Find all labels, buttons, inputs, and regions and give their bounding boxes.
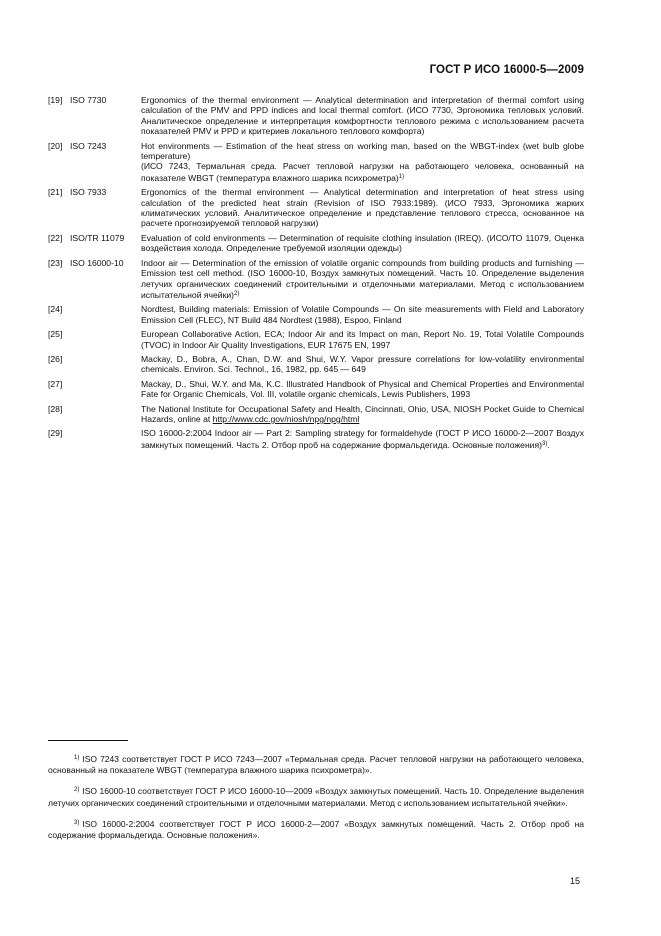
entry-body [141, 258, 584, 301]
entry-text: Nordtest, Building materials: Emission of Volatile Compounds — On site measurements with Field and Laboratory Emission Cell (FLEC), NT Build 484 Nordtest (1988), Espoo, Finland [141, 304, 584, 325]
bibliography-entry-23 [48, 258, 584, 301]
footnote-2 [48, 785, 584, 809]
entry-standard-code [70, 379, 141, 400]
bibliography-entry-19 [48, 95, 584, 137]
entry-standard-code: ISO 16000-10 [70, 257, 124, 268]
footnote-1 [48, 753, 584, 777]
entry-number: [26] [48, 353, 63, 364]
page-number: 15 [570, 876, 581, 886]
entry-number: [27] [48, 378, 63, 389]
entry-body [141, 233, 584, 254]
entry-body [141, 95, 584, 137]
entry-text: Mackay, D., Shui, W.Y. and Ma, K.C. Illustrated Handbook of Physical and Chemical Properties and Environmental Fate for Organic Chemicals, Vol. III, volatile organic chemicals, Lewis Publishers, 1993 [141, 378, 584, 400]
entry-number: [22] [48, 232, 63, 243]
entry-standard-code: ISO/TR 11079 [70, 232, 125, 243]
bibliography-list [48, 95, 584, 454]
entry-body [141, 304, 584, 325]
entry-standard-code: ISO 7730 [70, 95, 107, 105]
entry-number: [21] [48, 187, 63, 198]
entry-title-ru: (ИСО 7730, Эргономика тепловых условий. Аналитическое определение и интерпретация комфортности теплового режима с использованием расчета показателей PMV и PPD и критериев локального теплового комфорта) [141, 105, 584, 137]
entry-title-en: Ergonomics of the thermal environment — Analytical determination and interpretation of heat stress using calculation of the predicted heat strain (Revision of ISO 7933:1989). [141, 187, 584, 208]
entry-title-en: Ergonomics of the thermal environment — Analytical determination and interpretation of thermal comfort using calculation of the PMV and PPD indices and local thermal comfort. [141, 95, 584, 116]
entry-text: ISO 16000-2:2004 Indoor air — Part 2: Sampling strategy for formaldehyde (ГОСТ Р ИСО 16000-2—2007 Воздух замкнутых помещений. Часть 2. Отбор проб на содержание формальдегида. Основные положения) [141, 428, 584, 450]
footnote-mark: 2) [74, 787, 80, 793]
footnote-text: ISO 16000-2:2004 соответствует ГОСТ Р ИСО 16000-2—2007 «Воздух замкнутых помещений. Часть 2. Отбор проб на содержание формальдегида. Основные положения». [48, 818, 584, 840]
entry-standard-code [70, 354, 141, 375]
bibliography-entry-20 [48, 141, 584, 184]
footnote-mark: 1) [74, 754, 80, 761]
bibliography-entry-21 [48, 187, 584, 229]
entry-title-ru: (ИСО 7933, Эргономика жарких климатических условий. Аналитическое определение и представление теплового стресса, основанное на расчете прогнозируемой тепловой нагрузки) [141, 197, 585, 229]
bibliography-entry-24 [48, 304, 584, 325]
footnote-mark: 3) [74, 819, 80, 826]
entry-body [141, 354, 584, 375]
entry-standard-code [70, 404, 141, 425]
document-header: ГОСТ Р ИСО 16000-5—2009 [429, 64, 584, 76]
entry-standard-code [70, 428, 141, 450]
entry-number: [23] [48, 257, 63, 268]
entry-number: [20] [48, 140, 63, 151]
entry-body [141, 187, 584, 229]
entry-body [141, 404, 584, 425]
footnote-ref[interactable]: 3) [542, 440, 548, 447]
footnote-3 [48, 818, 584, 842]
entry-tail: . [547, 439, 550, 450]
entry-body [141, 428, 584, 450]
entry-text: The National Institute for Occupational Safety and Health, Cincinnati, Ohio, USA, NIOSH Pocket Guide to Chemical Hazards, online at [141, 403, 584, 424]
entry-body [141, 379, 584, 400]
entry-title-ru: (ISO 16000-10, Воздух замкнутых помещений. Часть 10. Определение выделения летучих органических соединений строительными и отделочными материалами. Метод с использованием испытательной ячейки) [141, 268, 584, 300]
bibliography-entry-28 [48, 404, 584, 425]
entry-standard-code: ISO 7243 [70, 140, 107, 151]
bibliography-entry-29 [48, 428, 584, 450]
footnote-ref[interactable]: 1) [398, 173, 405, 180]
entry-title-en: Hot environments — Estimation of the heat stress on working man, based on the WBGT-index (wet bulb globe temperature) [141, 140, 584, 162]
footnote-ref[interactable]: 2) [234, 290, 240, 297]
entry-text: Mackay, D., Bobra, A., Chan, D.W. and Shui, W.Y. Vapor pressure correlations for low-volatility environmental chemicals. Environ. Sci. Technol., 16, 1982, pp. 645 — 649 [141, 353, 584, 375]
entry-number: [24] [48, 304, 63, 315]
entry-text: European Collaborative Action, ECA; Indoor Air and its Impact on man, Report No. 19, Total Volatile Compounds (TVOC) in Indoor Air Quality Investigations, EUR 17675 EN, 1997 [141, 329, 584, 350]
footnotes [48, 744, 584, 846]
footnote-separator [48, 740, 128, 741]
bibliography-entry-27 [48, 379, 584, 400]
bibliography-entry-26 [48, 354, 584, 375]
bibliography-entry-22 [48, 233, 584, 254]
entry-number: [25] [48, 329, 63, 340]
entry-number: [28] [48, 403, 63, 414]
entry-number: [19] [48, 95, 63, 105]
footnote-text: ISO 7243 соответствует ГОСТ Р ИСО 7243—2007 «Термальная среда. Расчет тепловой нагрузки на работающего человека, основанный на показателе WBGT (температура влажного шарика психрометра)». [48, 753, 584, 775]
entry-title-ru: (ИСО 7243, Термальная среда. Расчет тепловой нагрузки на работающего человека, основанный на показателе WBGT (температура влажного шарика психрометра) [141, 161, 584, 183]
entry-standard-code: ISO 7933 [70, 187, 107, 198]
footnote-text: ISO 16000-10 соответствует ГОСТ Р ИСО 16000-10—2009 «Воздух замкнутых помещений. Часть 10. Определение выделения летучих органических соединений строительными и отделочными материалами. Метод с использованием испытательной ячейки». [48, 786, 584, 808]
bibliography-entry-25 [48, 329, 584, 350]
entry-body [141, 141, 584, 184]
entry-standard-code [70, 329, 141, 350]
entry-number: [29] [48, 428, 63, 439]
entry-body [141, 329, 584, 350]
niosh-url-link[interactable]: http://www.cdc.gov/niosh/npg/npg/html [212, 413, 360, 424]
entry-title-ru: (ИСО/ТО 11079, Оценка воздействия холода. Определение требуемой изоляции одежды) [141, 232, 584, 254]
entry-title-en: Indoor air — Determination of the emission of volatile organic compounds from building products and furnishing — Emission test cell method. [141, 257, 584, 279]
entry-title-en: Evaluation of cold environments — Determination of requisite clothing insulation (IREQ). [141, 232, 484, 243]
entry-standard-code [70, 304, 141, 325]
